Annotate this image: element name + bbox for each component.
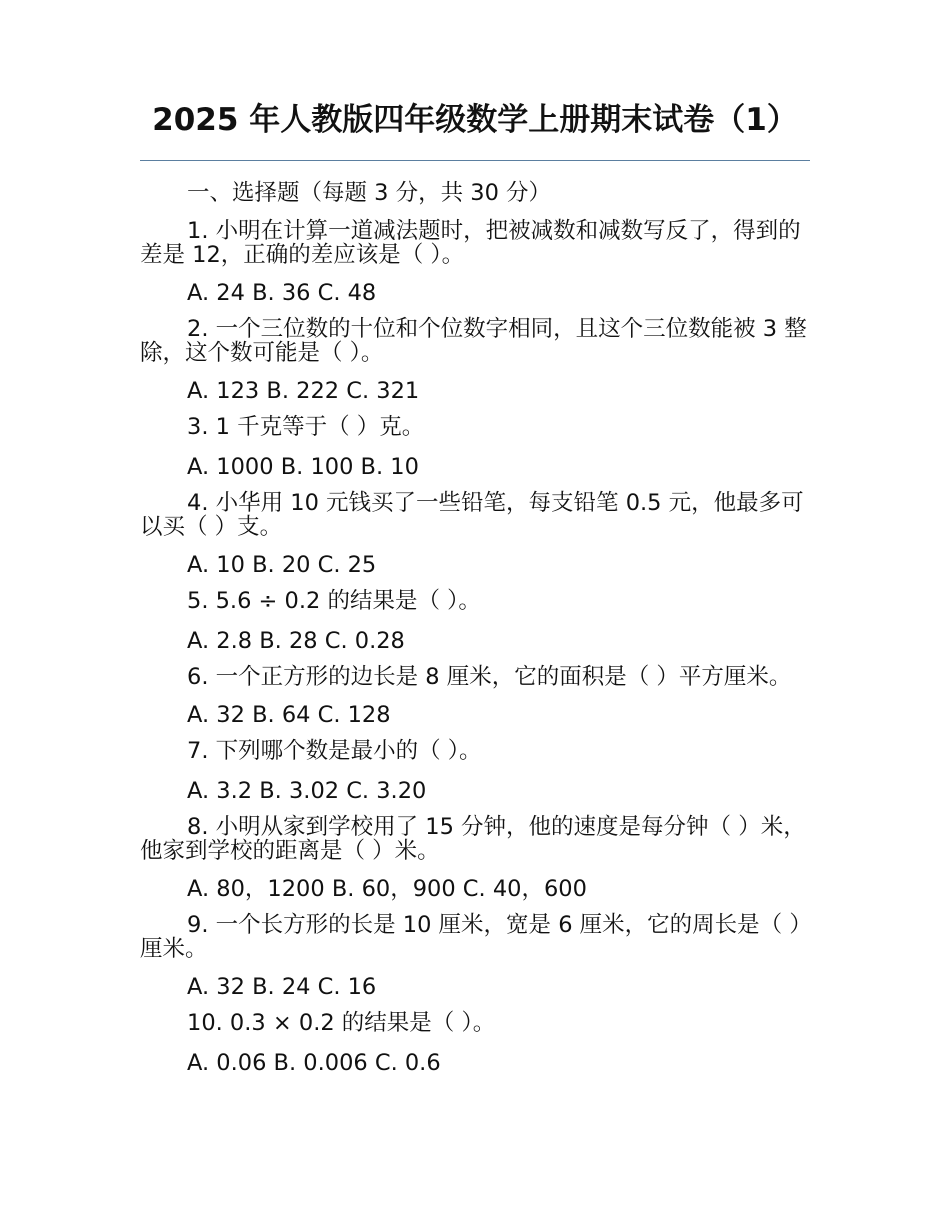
question-10: 10. 0.3 × 0.2 的结果是（ ）。 (187, 1010, 496, 1036)
question-7: 7. 下列哪个数是最小的（ ）。 (187, 738, 482, 764)
question-5: 5. 5.6 ÷ 0.2 的结果是（ ）。 (187, 588, 481, 614)
section-heading: 一、选择题（每题 3 分，共 30 分） (187, 180, 552, 206)
question-6-options: A. 32 B. 64 C. 128 (187, 702, 391, 728)
question-5-options: A. 2.8 B. 28 C. 0.28 (187, 628, 405, 654)
question-8-options: A. 80，1200 B. 60，900 C. 40，600 (187, 876, 587, 902)
question-1: 1. 小明在计算一道减法题时，把被减数和减数写反了，得到的差是 12，正确的差应该是（ ）。 (140, 218, 801, 268)
question-9: 9. 一个长方形的长是 10 厘米，宽是 6 厘米，它的周长是（ ）厘米。 (140, 912, 812, 962)
question-8: 8. 小明从家到学校用了 15 分钟，他的速度是每分钟（ ）米，他家到学校的距离是（ ）米。 (140, 814, 806, 864)
title-underline (140, 160, 810, 161)
question-3-options: A. 1000 B. 100 B. 10 (187, 454, 419, 480)
document-title: 2025 年人教版四年级数学上册期末试卷（1） (152, 102, 798, 138)
question-4-options: A. 10 B. 20 C. 25 (187, 552, 377, 578)
question-4: 4. 小华用 10 元钱买了一些铅笔，每支铅笔 0.5 元，他最多可以买（ ）支。 (140, 490, 804, 540)
question-2: 2. 一个三位数的十位和个位数字相同，且这个三位数能被 3 整除，这个数可能是（ ）。 (140, 316, 807, 366)
question-7-options: A. 3.2 B. 3.02 C. 3.20 (187, 778, 427, 804)
question-6: 6. 一个正方形的边长是 8 厘米，它的面积是（ ）平方厘米。 (187, 664, 792, 690)
question-2-options: A. 123 B. 222 C. 321 (187, 378, 420, 404)
question-10-options: A. 0.06 B. 0.006 C. 0.6 (187, 1050, 441, 1076)
question-3: 3. 1 千克等于（ ）克。 (187, 414, 425, 440)
exam-content (140, 178, 812, 1083)
question-1-options: A. 24 B. 36 C. 48 (187, 280, 377, 306)
question-9-options: A. 32 B. 24 C. 16 (187, 974, 377, 1000)
